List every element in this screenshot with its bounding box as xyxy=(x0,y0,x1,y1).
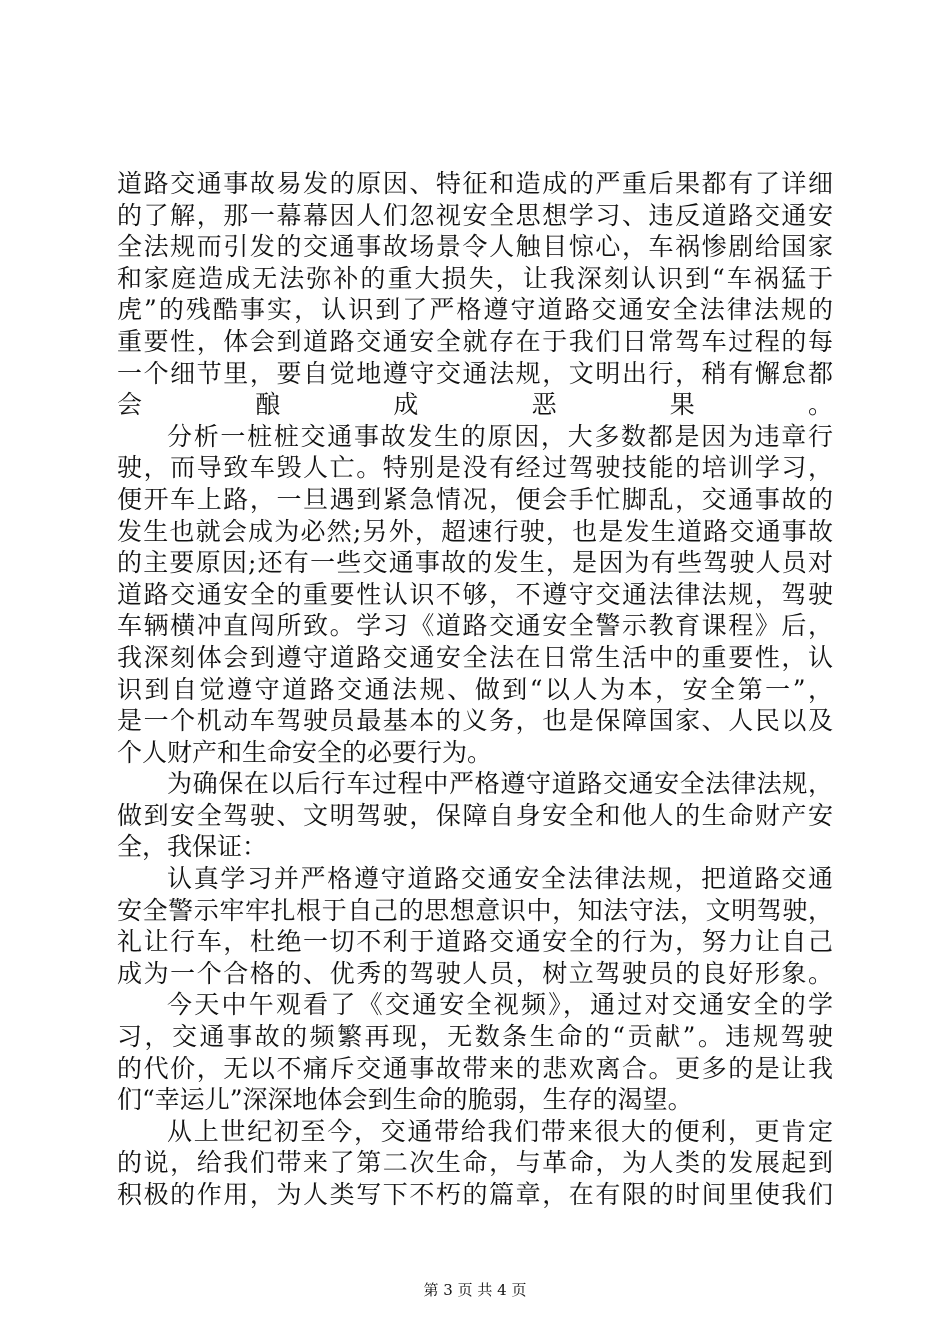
text-line: 虎”的残酷事实，认识到了严格遵守道路交通安全法律法规的 xyxy=(117,295,833,325)
text-line: 全，我保证： xyxy=(117,832,268,862)
text-line: 重要性，体会到道路交通安全就存在于我们日常驾车过程的每 xyxy=(117,326,833,356)
text-line: 的说，给我们带来了第二次生命，与革命，为人类的发展起到 xyxy=(117,1148,833,1178)
text-line: 我深刻体会到遵守道路交通安全法在日常生活中的重要性，认 xyxy=(117,642,833,672)
text-line: 积极的作用，为人类写下不朽的篇章，在有限的时间里使我们 xyxy=(117,1180,833,1209)
text-line: 做到安全驾驶、文明驾驶，保障自身安全和他人的生命财产安 xyxy=(117,800,833,830)
text-line: 道路交通安全的重要性认识不够，不遵守交通法律法规，驾驶 xyxy=(117,579,833,609)
text-line: 的主要原因;还有一些交通事故的发生，是因为有些驾驶人员对 xyxy=(117,548,833,578)
text-line: 全法规而引发的交通事故场景令人触目惊心，车祸惨剧给国家 xyxy=(117,232,833,262)
text-line: 认真学习并严格遵守道路交通安全法律法规，把道路交通 xyxy=(167,864,833,894)
text-line: 便开车上路，一旦遇到紧急情况，便会手忙脚乱，交通事故的 xyxy=(117,484,833,514)
text-line: 从上世纪初至今，交通带给我们带来很大的便利，更肯定 xyxy=(167,1116,833,1146)
text-line: 识到自觉遵守道路交通法规、做到“以人为本，安全第一”， xyxy=(117,674,833,704)
document-body xyxy=(117,168,833,1211)
text-line: 驶，而导致车毁人亡。特别是没有经过驾驶技能的培训学习， xyxy=(117,453,833,483)
text-line: 的代价，无以不痛斥交通事故带来的悲欢离合。更多的是让我 xyxy=(117,1053,833,1083)
text-line: 是一个机动车驾驶员最基本的义务，也是保障国家、人民以及 xyxy=(117,706,833,736)
text-line: 为确保在以后行车过程中严格遵守道路交通安全法律法规， xyxy=(167,769,833,799)
text-line: 安全警示牢牢扎根于自己的思想意识中，知法守法，文明驾驶， xyxy=(117,895,833,925)
text-line: 成为一个合格的、优秀的驾驶人员，树立驾驶员的良好形象。 xyxy=(117,958,833,988)
text-line: 和家庭造成无法弥补的重大损失，让我深刻认识到“车祸猛于 xyxy=(117,263,833,293)
text-line: 们“幸运儿”深深地体会到生命的脆弱，生存的渴望。 xyxy=(117,1085,693,1115)
text-line: 分析一桩桩交通事故发生的原因，大多数都是因为违章行 xyxy=(167,421,833,451)
text-line: 发生也就会成为必然;另外，超速行驶，也是发生道路交通事故 xyxy=(117,516,833,546)
page-footer: 第 3 页 共 4 页 xyxy=(423,1281,527,1299)
text-line: 今天中午观看了《交通安全视频》，通过对交通安全的学 xyxy=(167,990,833,1020)
text-line: 一个细节里，要自觉地遵守交通法规，文明出行，稍有懈怠都 xyxy=(117,358,833,388)
text-line: 个人财产和生命安全的必要行为。 xyxy=(117,737,493,767)
text-line: 习，交通事故的频繁再现，无数条生命的“贡献”。违规驾驶 xyxy=(117,1022,833,1052)
text-line: 的了解，那一幕幕因人们忽视安全思想学习、违反道路交通安 xyxy=(117,200,833,230)
paragraph xyxy=(117,989,833,1115)
paragraph xyxy=(117,768,833,863)
text-line: 车辆横冲直闯所致。学习《道路交通安全警示教育课程》后， xyxy=(117,611,833,641)
text-line: 道路交通事故易发的原因、特征和造成的严重后果都有了详细 xyxy=(117,169,833,198)
paragraph xyxy=(117,168,833,421)
text-line: 会酿成恶果。 xyxy=(117,390,833,420)
paragraph xyxy=(117,863,833,989)
paragraph xyxy=(117,421,833,769)
text-line: 礼让行车，杜绝一切不利于道路交通安全的行为，努力让自己 xyxy=(117,927,833,957)
paragraph xyxy=(117,1116,833,1211)
